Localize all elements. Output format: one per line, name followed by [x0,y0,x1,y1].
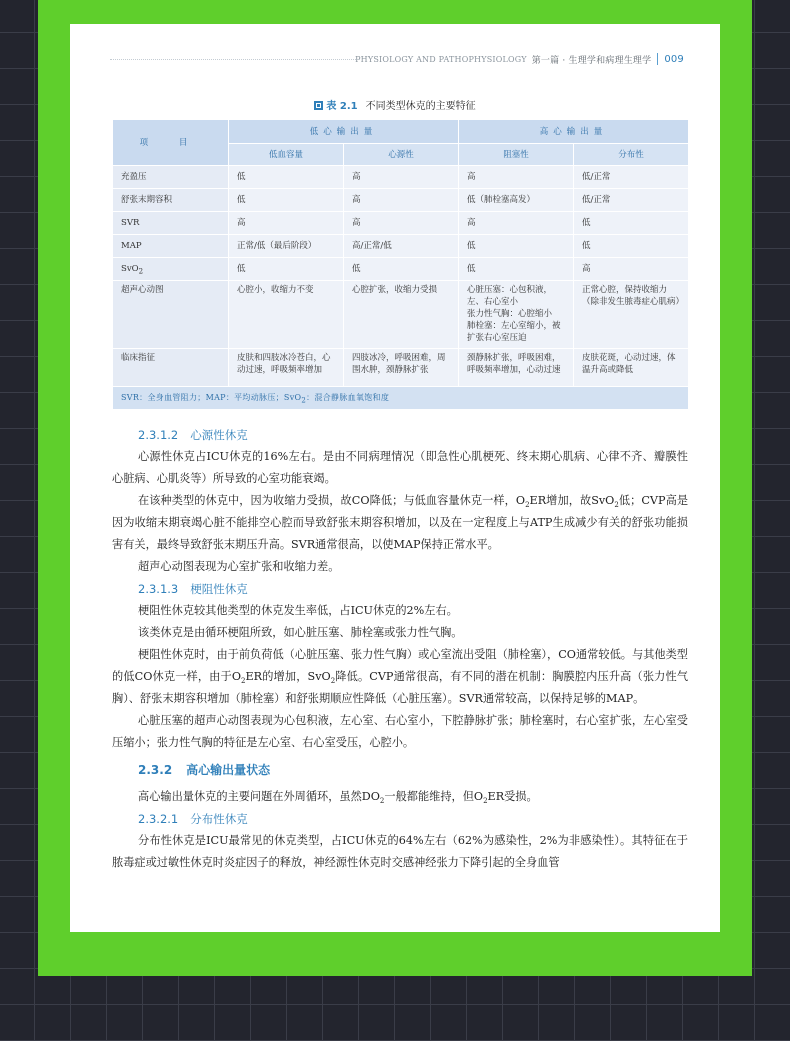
table-row [113,235,689,258]
shock-features-table [112,119,689,410]
subscript: 2 [483,797,488,806]
row-label: MAP [113,235,229,258]
table-cell: 高 [459,212,574,235]
paragraph: 该类休克是由循环梗阻所致，如心脏压塞、肺栓塞或张力性气胸。 [138,626,463,639]
table-cell: 高 [459,166,574,189]
table-cell: 低 [229,189,344,212]
table-cell: 高 [344,189,459,212]
table-cell: 高 [344,212,459,235]
paragraph: 梗阻性休克较其他类型的休克发生率低，占ICU休克的2%左右。 [138,604,458,617]
header-separator [657,53,658,65]
heading-distributive [138,808,688,830]
table-cell: 皮肤花斑，心动过速，体温升高或降低 [574,349,689,387]
subscript: 2 [330,677,336,686]
heading-title: 分布性休克 [190,812,248,826]
table-cell: 心腔小，收缩力不变 [229,281,344,349]
row-label [113,258,229,281]
row-label: 舒张末期容积 [113,189,229,212]
header-english: PHYSIOLOGY AND PATHOPHYSIOLOGY [355,54,527,64]
text-run: 在该种类型的休克中，因为收缩力受损，故CO降低；与低血容量休克一样，O [138,494,526,507]
table-cell: 四肢冰冷，呼吸困难，周围水肿，颈静脉扩张 [344,349,459,387]
table-footnote [113,387,689,410]
text-run: 低；CVP高是因为收缩末期衰竭心脏不能排空心腔而导致舒张末期容积增加，以及在一定程度上与ATP生成减少有关的舒张功能损害有关，最终导致舒张末期压升高。SVR通常很高，以使MAP保持正常水平。 [112,494,689,551]
header-high-output: 高心输出量 [459,120,689,144]
col-cardiogenic: 心源性 [344,144,459,166]
heading-title: 心源性休克 [190,428,248,442]
page-number: 009 [664,53,684,65]
book-page [70,24,720,932]
paragraph: 心源性休克占ICU休克的16%左右。是由不同病理情况（即急性心肌梗死、终末期心肌病、心律不齐、瓣膜性心脏病、心肌炎等）所导致的心室功能衰竭。 [112,450,688,485]
heading-number: 2.3.1.2 [138,428,179,442]
subscript: 2 [241,677,246,686]
heading-high-output [138,759,688,781]
table-row [113,258,689,281]
col-hypovolemic: 低血容量 [229,144,344,166]
running-header [110,52,684,66]
text-run: ER的增加，SvO [245,670,331,683]
table-title: 不同类型休克的主要特征 [365,101,476,112]
table-cell: 高 [229,212,344,235]
header-low-output: 低心输出量 [229,120,459,144]
heading-title: 梗阻性休克 [190,582,248,596]
table-cell: 高/正常/低 [344,235,459,258]
table-cell: 低 [459,235,574,258]
paragraph [112,644,688,710]
row-label: 充盈压 [113,166,229,189]
table-cell: 正常/低（最后阶段） [229,235,344,258]
col-distributive: 分布性 [574,144,689,166]
table-cell: 低 [459,258,574,281]
table-cell: 心脏压塞：心包积液，左、右心室小 张力性气胸：心腔缩小 肺栓塞：左心室缩小，被扩张右心室压迫 [459,281,574,349]
heading-number: 2.3.1.3 [138,582,179,596]
paragraph: 分布性休克是ICU最常见的休克类型，占ICU休克的64%左右（62%为感染性，2%为非感染性）。其特征在于脓毒症或过敏性休克时炎症因子的释放，神经源性休克时交感神经张力下降引起的全身血管 [112,834,688,869]
text-run: 降低。CVP通常很高，有不同的潜在机制：胸膜腔内压升高（张力性气胸）、舒张末期容积增加（肺栓塞）和舒张期顺应性降低（心脏压塞）。SVR通常较高，以保持足够的MAP。 [112,670,689,705]
table-cell: 高 [574,258,689,281]
row-label-sub: 2 [138,267,144,276]
table-cell: 皮肤和四肢冰冷苍白，心动过速，呼吸频率增加 [229,349,344,387]
table-row [113,189,689,212]
table-cell: 低（肺栓塞高发） [459,189,574,212]
table-cell: 低/正常 [574,189,689,212]
text-run: 梗阻性休克时，由于前负荷低（心脏压塞、张力性气胸）或心室流出受阻（肺栓塞），CO通常较低。与其他类型的低CO休克一样，由于O [112,648,688,683]
heading-title: 高心输出量状态 [186,763,271,777]
table-cell: 心腔扩张，收缩力受损 [344,281,459,349]
table-row [113,281,689,349]
heading-number: 2.3.2 [138,763,173,777]
table-marker-icon [314,101,323,110]
table-label: 表 2.1 [326,101,358,112]
table-cell: 正常心腔，保持收缩力（除非发生脓毒症心肌病） [574,281,689,349]
header-chinese: 第一篇 · 生理学和病理生理学 [531,55,652,66]
table-cell: 低 [574,235,689,258]
header-rule [110,59,360,60]
row-label: 超声心动图 [113,281,229,349]
table-row [113,166,689,189]
subscript: 2 [379,797,385,806]
table-corner-header: 项 目 [113,120,229,166]
table-cell: 颈静脉扩张，呼吸困难，呼吸频率增加，心动过速 [459,349,574,387]
table-cell: 低 [344,258,459,281]
table-cell: 低 [229,258,344,281]
table-cell: 低/正常 [574,166,689,189]
table-cell: 低 [574,212,689,235]
paragraph: 超声心动图表现为心室扩张和收缩力差。 [138,560,340,573]
footnote-part-b: ：混合静脉血氧饱和度 [306,393,390,402]
row-label: SVR [113,212,229,235]
heading-cardiogenic [138,424,688,446]
heading-obstructive [138,578,688,600]
heading-number: 2.3.2.1 [138,812,179,826]
table-cell: 高 [344,166,459,189]
table-caption [70,97,720,112]
paragraph [112,786,688,808]
col-obstructive: 阻塞性 [459,144,574,166]
text-run: 高心输出量休克的主要问题在外周循环，虽然DO [138,790,380,803]
paragraph: 心脏压塞的超声心动图表现为心包积液，左心室、右心室小，下腔静脉扩张；肺栓塞时，右心室扩张，左心室受压缩小；张力性气胸的特征是左心室、右心室受压，心腔小。 [112,714,688,749]
body-text [112,424,688,874]
text-run: 一般都能维持，但O [384,790,484,803]
row-label: 临床指征 [113,349,229,387]
subscript: 2 [525,501,530,510]
text-run: ER增加，故SvO [529,494,615,507]
table-row [113,212,689,235]
paragraph [112,490,688,556]
footnote-part-a: SVR：全身血管阻力；MAP：平均动脉压；SvO [121,393,302,402]
table-row [113,349,689,387]
text-run: ER受损。 [487,790,538,803]
row-label-main: SvO [121,264,139,274]
footnote-sub: 2 [301,396,307,405]
table-cell: 低 [229,166,344,189]
subscript: 2 [614,501,619,510]
